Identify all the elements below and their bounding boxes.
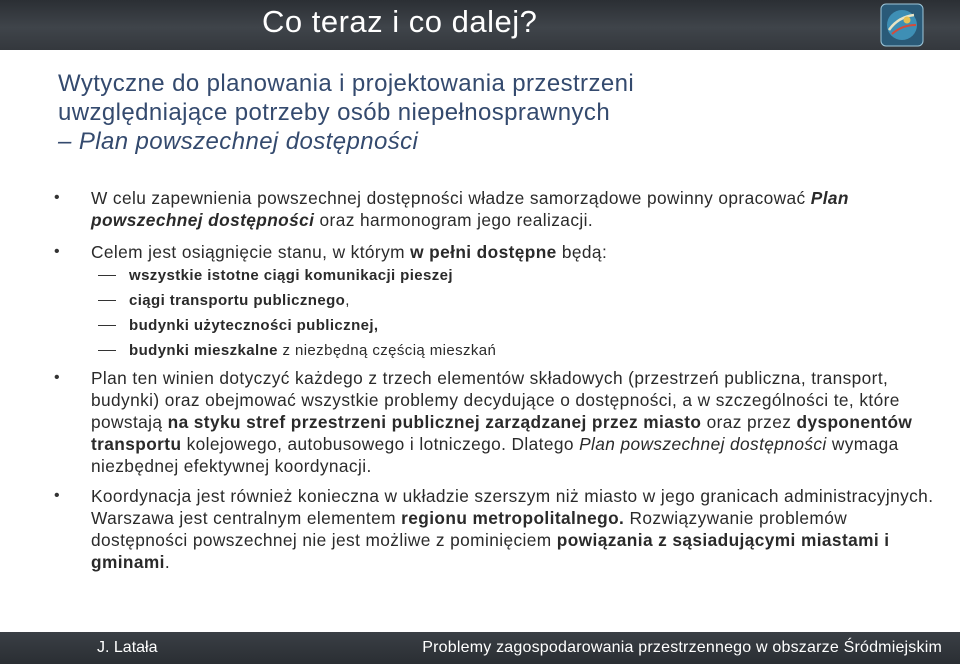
bullet-item: • Plan ten winien dotyczyć każdego z trzech elementów składowych (przestrzeń publiczna, transport, budynki) oraz obejmować wszystkie problemy decydujące o dostępności, a w szczególności te, które powstają na styku stref przestrzeni publicznej zarządzanej przez miasto oraz przez dysponentów transportu kolejowego, autobusowego i lotniczego. Dlatego Plan powszechnej dostępności wymaga niezbędnej efektywnej koordynacji. <box>54 367 934 477</box>
subtitle-line: uwzględniające potrzeby osób niepełnosprawnych <box>58 99 611 126</box>
slide-subtitle <box>58 69 918 156</box>
sub-bullet-item: ciągi transportu publicznego, <box>54 288 934 313</box>
footer-topic: Problemy zagospodarowania przestrzennego w obszarze Śródmiejskim <box>422 639 942 656</box>
logo-icon <box>880 3 924 47</box>
page-title: Co teraz i co dalej? <box>262 4 538 39</box>
bullet-item: • W celu zapewnienia powszechnej dostępności władze samorządowe powinny opracować Plan powszechnej dostępności oraz harmonogram jego realizacji. <box>54 187 934 231</box>
footer-author: J. Latała <box>97 639 158 656</box>
sub-bullet-item: budynki użyteczności publicznej, <box>54 313 934 338</box>
slide-body <box>54 187 934 573</box>
subtitle-line-italic: – Plan powszechnej dostępności <box>58 128 419 155</box>
bullet-item: • Koordynacja jest również konieczna w układzie szerszym niż miasto w jego granicach administracyjnych. Warszawa jest centralnym elementem regionu metropolitalnego. Rozwiązywanie problemów dostępności powszechnej nie jest możliwe z pominięciem powiązania z sąsiadującymi miastami i gminami. <box>54 485 934 573</box>
sub-bullet-item: budynki mieszkalne z niezbędną częścią mieszkań <box>54 338 934 363</box>
footer-bar <box>0 632 960 664</box>
sub-bullet-item: wszystkie istotne ciągi komunikacji pieszej <box>54 263 934 288</box>
header-bar <box>0 0 960 50</box>
subtitle-line: Wytyczne do planowania i projektowania przestrzeni <box>58 70 635 97</box>
bullet-item: • Celem jest osiągnięcie stanu, w którym w pełni dostępne będą: <box>54 241 934 263</box>
